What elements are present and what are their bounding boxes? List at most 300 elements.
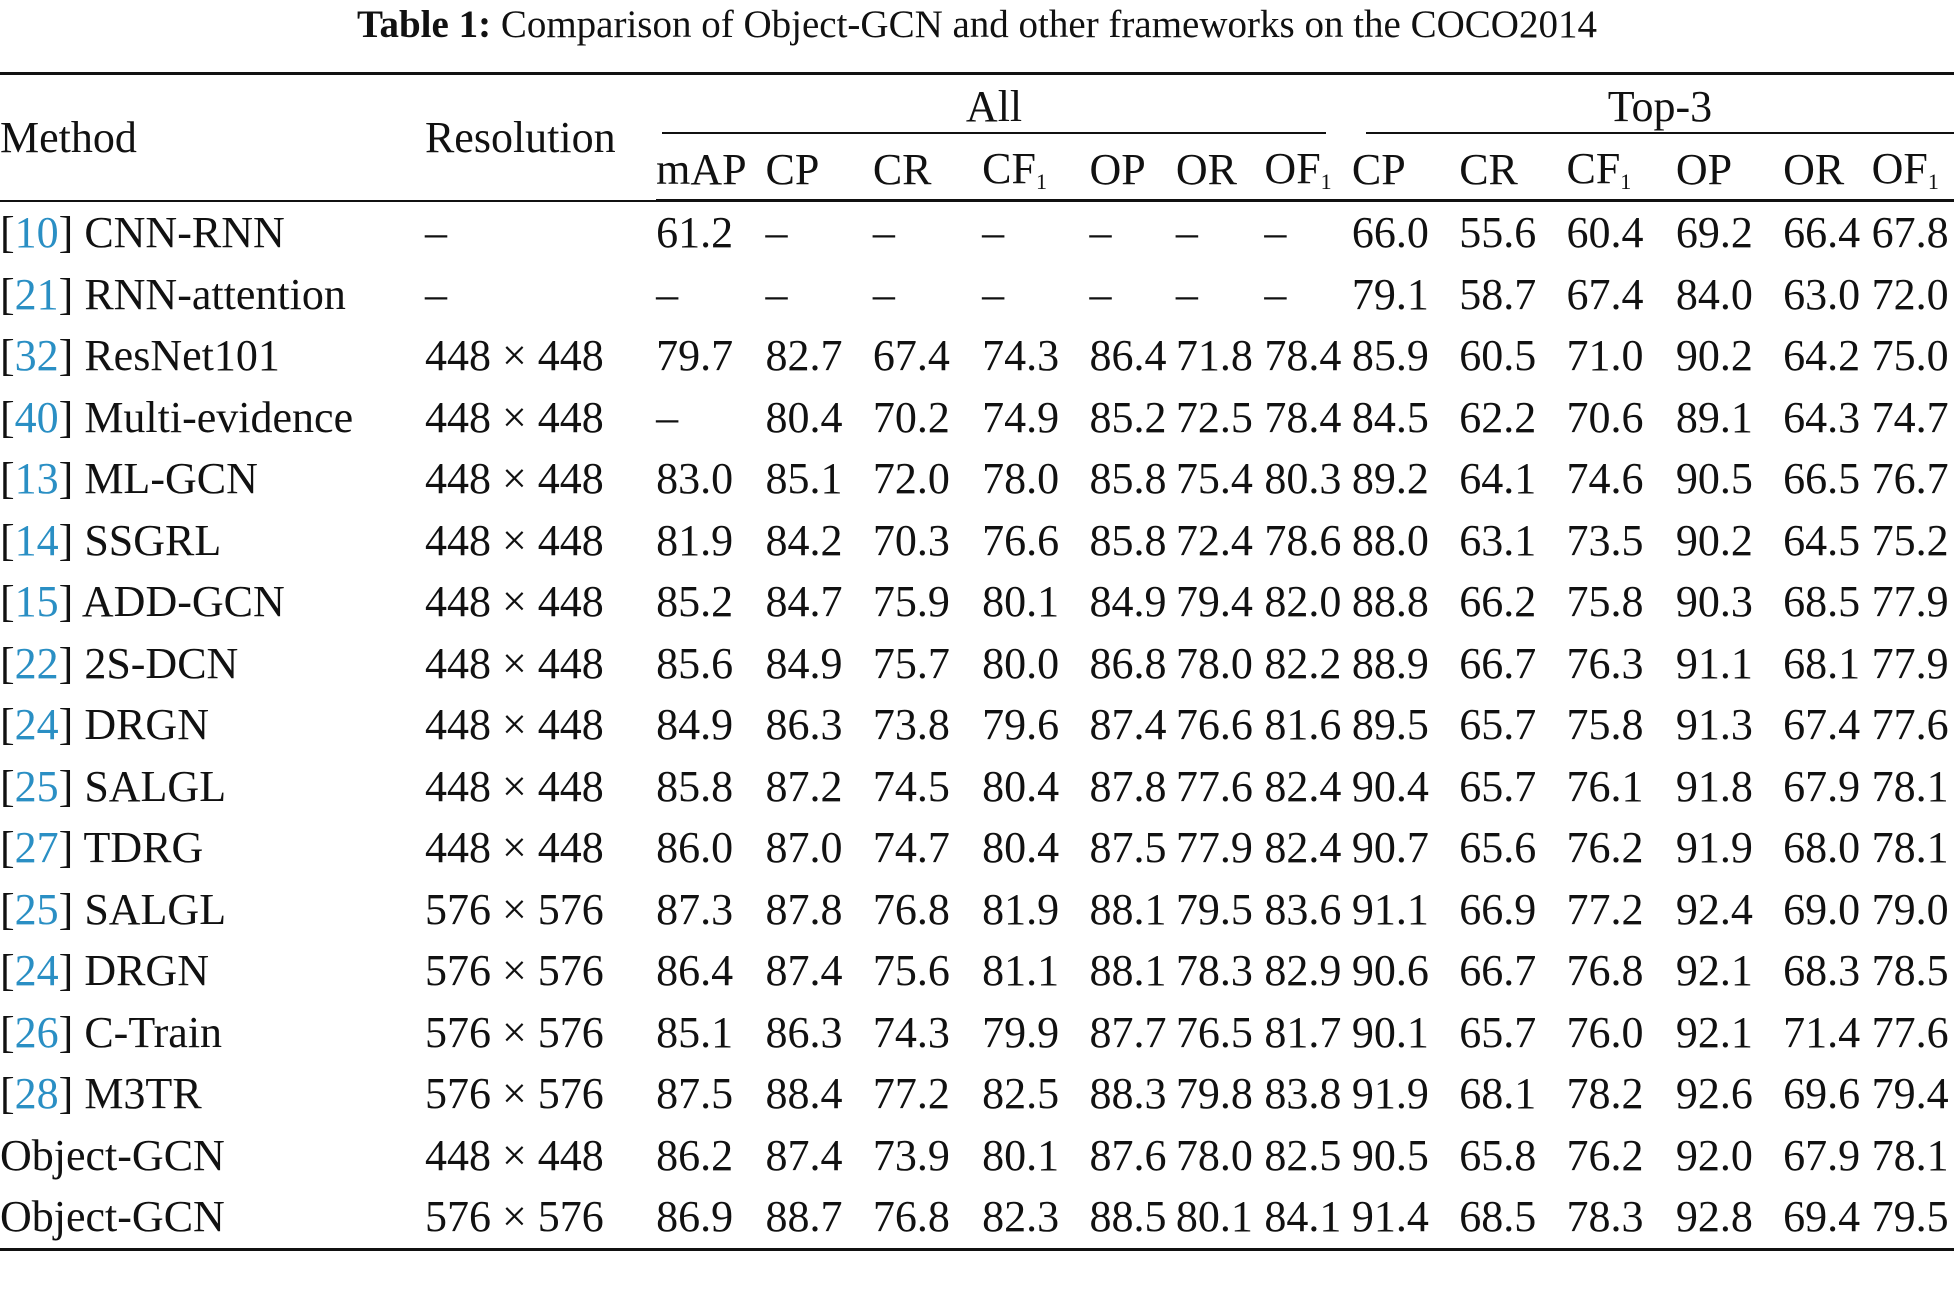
metric-label: OF (1264, 144, 1321, 193)
table-row (0, 264, 1954, 326)
value-cell: 88.8 (1351, 577, 1429, 627)
value-cell: 68.5 (1783, 577, 1861, 627)
value-cell: 81.9 (656, 515, 734, 565)
value-cell: 58.7 (1459, 269, 1537, 319)
value-cell: 78.4 (1264, 331, 1342, 381)
metric-header-cf (982, 139, 1089, 201)
value-cell: 68.1 (1783, 638, 1861, 688)
value-cell: 80.4 (982, 761, 1060, 811)
value-cell: 69.2 (1676, 201, 1783, 264)
method-cell: [28] M3TR (0, 1069, 202, 1119)
value-cell: 75.0 (1871, 331, 1949, 381)
value-cell: 92.4 (1675, 884, 1753, 934)
value-cell: 76.2 (1566, 823, 1644, 873)
value-cell: 83.0 (656, 454, 734, 504)
value-cell: 87.4 (765, 1130, 843, 1180)
value-cell: 83.8 (1264, 1069, 1342, 1119)
metric-subscript: 1 (1620, 169, 1632, 194)
method-name: C-Train (84, 1007, 223, 1057)
value-cell: 87.4 (765, 946, 843, 996)
table-row (0, 1186, 1954, 1249)
value-cell: 72.0 (1871, 269, 1949, 319)
value-cell: 91.8 (1675, 761, 1753, 811)
metric-subscript: 1 (1036, 169, 1047, 194)
metric-label: CP (765, 144, 820, 194)
value-cell: 79.4 (1175, 577, 1253, 627)
resolution-cell: – (425, 201, 656, 264)
value-cell: 67.8 (1872, 201, 1954, 264)
value-cell: 79.9 (982, 1007, 1060, 1057)
method-name: SALGL (84, 761, 227, 811)
table-row (0, 694, 1954, 756)
method-cell: [24] DRGN (0, 946, 209, 996)
value-cell: 76.8 (873, 1186, 982, 1249)
value-cell: – (1264, 269, 1287, 319)
value-cell: 85.1 (656, 1007, 734, 1057)
value-cell: 76.1 (1566, 761, 1644, 811)
table-row (0, 448, 1954, 510)
value-cell: 91.1 (1351, 884, 1429, 934)
citation-link[interactable]: 13 (14, 454, 59, 504)
value-cell: 74.5 (872, 761, 950, 811)
value-cell: 65.7 (1459, 1007, 1537, 1057)
value-cell: 86.9 (656, 1186, 765, 1249)
table-row (0, 940, 1954, 1002)
value-cell: 63.1 (1459, 515, 1537, 565)
value-cell: 81.9 (982, 884, 1060, 934)
value-cell: 80.4 (765, 392, 843, 442)
value-cell: – (656, 392, 679, 442)
citation-link[interactable]: 15 (14, 577, 59, 627)
value-cell: 79.0 (1871, 884, 1949, 934)
value-cell: 84.2 (765, 515, 843, 565)
value-cell: 88.5 (1089, 1186, 1175, 1249)
value-cell: 87.5 (656, 1069, 734, 1119)
value-cell: 73.5 (1566, 515, 1644, 565)
value-cell: 86.3 (765, 700, 843, 750)
value-cell: 68.3 (1783, 946, 1861, 996)
metric-header-or (1783, 139, 1872, 201)
value-cell: 79.4 (1871, 1069, 1949, 1119)
value-cell: 72.0 (872, 454, 950, 504)
value-cell: 64.2 (1783, 331, 1861, 381)
value-cell: 89.5 (1351, 700, 1429, 750)
method-name: 2S-DCN (84, 638, 239, 688)
value-cell: – (1089, 201, 1175, 264)
method-name: TDRG (83, 823, 204, 873)
value-cell: 85.2 (1089, 392, 1167, 442)
metric-label: CP (1351, 144, 1406, 194)
value-cell: 92.1 (1675, 946, 1753, 996)
citation-link[interactable]: 28 (14, 1069, 59, 1119)
resolution-cell: – (424, 269, 447, 319)
method-cell: [15] ADD-GCN (0, 577, 285, 627)
table-body (0, 201, 1954, 1250)
method-name: SALGL (84, 884, 227, 934)
value-cell: 86.2 (656, 1130, 734, 1180)
value-cell: 66.5 (1783, 454, 1861, 504)
value-cell: 76.6 (1175, 700, 1253, 750)
value-cell: 89.1 (1675, 392, 1753, 442)
value-cell: 74.7 (872, 823, 950, 873)
value-cell: 82.7 (765, 331, 843, 381)
method-name: ResNet101 (84, 331, 280, 381)
value-cell: 87.5 (1089, 823, 1167, 873)
metric-subscript: 1 (1927, 169, 1939, 194)
value-cell: 67.9 (1783, 1130, 1861, 1180)
value-cell: 82.5 (982, 1069, 1060, 1119)
value-cell: 66.7 (1459, 946, 1537, 996)
value-cell: 87.8 (1089, 761, 1167, 811)
value-cell: 61.2 (656, 201, 765, 264)
value-cell: 73.8 (872, 700, 950, 750)
method-name: Multi-evidence (84, 392, 354, 442)
value-cell: 84.9 (1089, 577, 1167, 627)
value-cell: 79.5 (1872, 1186, 1954, 1249)
value-cell: 78.0 (1175, 1130, 1253, 1180)
resolution-cell: 448 × 448 (424, 761, 604, 811)
value-cell: 82.4 (1264, 823, 1342, 873)
table-row (0, 879, 1954, 941)
value-cell: 81.1 (982, 946, 1060, 996)
value-cell: 60.4 (1566, 201, 1675, 264)
group-all-header: All (662, 81, 1326, 134)
citation-link[interactable]: 40 (14, 392, 59, 442)
table-row (0, 510, 1954, 572)
value-cell: 78.1 (1871, 761, 1949, 811)
method-cell: [21] RNN-attention (0, 269, 346, 319)
value-cell: 81.7 (1264, 1007, 1342, 1057)
value-cell: 74.3 (872, 1007, 950, 1057)
value-cell: 64.3 (1783, 392, 1861, 442)
method-cell: [22] 2S-DCN (0, 638, 239, 688)
method-cell: [25] SALGL (0, 884, 227, 934)
resolution-cell: 576 × 576 (424, 884, 604, 934)
value-cell: 87.4 (1089, 700, 1167, 750)
table-caption (0, 0, 1954, 50)
method-name: M3TR (84, 1069, 202, 1119)
value-cell: 77.6 (1871, 700, 1949, 750)
method-name: SSGRL (84, 515, 222, 565)
value-cell: 80.1 (982, 577, 1060, 627)
metric-label: OR (1783, 144, 1845, 194)
citation-link[interactable]: 32 (14, 331, 59, 381)
citation-link[interactable]: 26 (14, 1007, 59, 1057)
value-cell: 89.2 (1351, 454, 1429, 504)
value-cell: 90.2 (1675, 331, 1753, 381)
value-cell: 84.0 (1675, 269, 1753, 319)
value-cell: – (873, 201, 982, 264)
value-cell: 82.4 (1264, 761, 1342, 811)
table-row (0, 571, 1954, 633)
value-cell: 84.1 (1264, 1186, 1351, 1249)
value-cell: 79.7 (656, 331, 734, 381)
citation-link[interactable]: 25 (14, 884, 59, 934)
value-cell: – (765, 269, 788, 319)
metric-label: OP (1089, 144, 1146, 194)
value-cell: 69.0 (1783, 884, 1861, 934)
value-cell: 76.7 (1871, 454, 1949, 504)
metric-header-cr (873, 139, 982, 201)
method-cell: [27] TDRG (0, 823, 204, 873)
value-cell: 78.1 (1871, 823, 1949, 873)
value-cell: 85.2 (656, 577, 734, 627)
resolution-cell: 448 × 448 (424, 331, 604, 381)
method-name: ADD-GCN (81, 577, 285, 627)
value-cell: 78.0 (982, 454, 1060, 504)
resolution-cell: 448 × 448 (424, 454, 604, 504)
value-cell: 90.6 (1351, 946, 1429, 996)
value-cell: 85.6 (656, 638, 734, 688)
value-cell: 88.4 (765, 1069, 843, 1119)
value-cell: 73.9 (872, 1130, 950, 1180)
value-cell: 88.7 (766, 1186, 873, 1249)
value-cell: 90.1 (1351, 1007, 1429, 1057)
metric-label: mAP (656, 144, 747, 194)
value-cell: 77.2 (872, 1069, 950, 1119)
method-name: DRGN (84, 700, 209, 750)
value-cell: 91.4 (1352, 1186, 1459, 1249)
value-cell: 76.6 (982, 515, 1060, 565)
metric-header-or (1176, 139, 1265, 201)
method-cell: [14] SSGRL (0, 515, 222, 565)
table-row (0, 633, 1954, 695)
value-cell: 90.3 (1675, 577, 1753, 627)
value-cell: 77.2 (1566, 884, 1644, 934)
resolution-cell: 448 × 448 (424, 577, 604, 627)
value-cell: 66.4 (1783, 201, 1872, 264)
value-cell: 85.9 (1351, 331, 1429, 381)
method-cell: [40] Multi-evidence (0, 392, 354, 442)
value-cell: 67.9 (1783, 761, 1861, 811)
value-cell: 70.6 (1566, 392, 1644, 442)
value-cell: 71.8 (1175, 331, 1253, 381)
value-cell: 78.3 (1566, 1186, 1675, 1249)
value-cell: 84.5 (1351, 392, 1429, 442)
value-cell: 90.5 (1675, 454, 1753, 504)
metric-header-of (1872, 139, 1954, 201)
value-cell: 82.0 (1264, 577, 1342, 627)
value-cell: 92.1 (1675, 1007, 1753, 1057)
caption-label: Table 1: (357, 3, 492, 46)
value-cell: 79.6 (982, 700, 1060, 750)
method-name: Object-GCN (0, 1192, 225, 1242)
value-cell: 72.5 (1175, 392, 1253, 442)
value-cell: 62.2 (1459, 392, 1537, 442)
group-top3-header: Top-3 (1366, 81, 1954, 134)
value-cell: 80.4 (982, 823, 1060, 873)
value-cell: 77.9 (1175, 823, 1253, 873)
method-name: DRGN (84, 946, 209, 996)
citation-link[interactable]: 24 (14, 700, 59, 750)
table-row (0, 1002, 1954, 1064)
resolution-cell: 448 × 448 (424, 392, 604, 442)
value-cell: 75.7 (872, 638, 950, 688)
value-cell: 90.2 (1675, 515, 1753, 565)
value-cell: 74.9 (982, 392, 1060, 442)
value-cell: – (1089, 269, 1112, 319)
value-cell: 87.0 (765, 823, 843, 873)
value-cell: 74.3 (982, 331, 1060, 381)
method-name: RNN-attention (84, 269, 346, 319)
value-cell: 83.6 (1264, 884, 1342, 934)
value-cell: 75.8 (1566, 700, 1644, 750)
value-cell: 86.4 (656, 946, 734, 996)
value-cell: 82.5 (1264, 1130, 1342, 1180)
value-cell: 90.5 (1351, 1130, 1429, 1180)
resolution-cell: 576 × 576 (424, 946, 604, 996)
value-cell: 74.7 (1871, 392, 1949, 442)
value-cell: 84.9 (765, 638, 843, 688)
value-cell: 92.0 (1675, 1130, 1753, 1180)
value-cell: 81.6 (1264, 700, 1342, 750)
value-cell: 63.0 (1783, 269, 1861, 319)
value-cell: – (1176, 201, 1265, 264)
value-cell: 76.0 (1566, 1007, 1644, 1057)
citation-link[interactable]: 25 (14, 761, 59, 811)
citation-link[interactable]: 27 (14, 823, 59, 873)
metric-header-cp (766, 139, 873, 201)
value-cell: 66.2 (1459, 577, 1537, 627)
value-cell: 77.6 (1175, 761, 1253, 811)
value-cell: 78.0 (1175, 638, 1253, 688)
resolution-cell: 576 × 576 (424, 1069, 604, 1119)
value-cell: 90.7 (1351, 823, 1429, 873)
method-cell: [32] ResNet101 (0, 331, 280, 381)
value-cell: 78.3 (1175, 946, 1253, 996)
metric-label: OF (1871, 144, 1928, 193)
value-cell: 76.8 (1566, 946, 1644, 996)
value-cell: 68.1 (1459, 1069, 1537, 1119)
value-cell: 86.8 (1089, 638, 1167, 688)
value-cell: 75.8 (1566, 577, 1644, 627)
method-name: ML-GCN (84, 454, 258, 504)
results-table (0, 72, 1954, 1251)
citation-link[interactable]: 22 (14, 638, 59, 688)
method-header: Method (0, 74, 425, 201)
value-cell: 80.3 (1264, 454, 1342, 504)
value-cell: 65.6 (1459, 823, 1537, 873)
value-cell: 80.0 (982, 638, 1060, 688)
value-cell: 92.6 (1675, 1069, 1753, 1119)
value-cell: 85.8 (656, 761, 734, 811)
method-name: Object-GCN (0, 1130, 225, 1180)
metric-label: CF (1566, 144, 1621, 193)
value-cell: 87.7 (1089, 1007, 1167, 1057)
value-cell: 67.4 (1783, 700, 1861, 750)
value-cell: – (982, 201, 1089, 264)
caption-text: Comparison of Object-GCN and other frameworks on the COCO2014 (500, 3, 1597, 46)
value-cell: 77.9 (1871, 638, 1949, 688)
value-cell: – (1175, 269, 1198, 319)
value-cell: 74.6 (1566, 454, 1644, 504)
resolution-cell: 448 × 448 (424, 1130, 604, 1180)
value-cell: 78.5 (1871, 946, 1949, 996)
value-cell: 75.2 (1871, 515, 1949, 565)
value-cell: 64.1 (1459, 454, 1537, 504)
value-cell: 64.5 (1783, 515, 1861, 565)
metric-label: OR (1175, 144, 1238, 194)
value-cell: 91.3 (1675, 700, 1753, 750)
value-cell: 88.3 (1089, 1069, 1167, 1119)
value-cell: 65.7 (1459, 700, 1537, 750)
value-cell: 78.1 (1871, 1130, 1949, 1180)
resolution-cell: 448 × 448 (424, 638, 604, 688)
method-cell: [10] CNN-RNN (0, 201, 425, 264)
metric-label: OP (1675, 144, 1733, 194)
citation-link[interactable]: 14 (14, 515, 59, 565)
value-cell: 82.2 (1264, 638, 1342, 688)
table-row (0, 756, 1954, 818)
method-name: CNN-RNN (84, 208, 285, 257)
value-cell: 87.8 (765, 884, 843, 934)
value-cell: 69.4 (1783, 1186, 1872, 1249)
value-cell: – (766, 201, 873, 264)
value-cell: 65.8 (1459, 1130, 1537, 1180)
value-cell: 80.1 (982, 1130, 1060, 1180)
value-cell: 55.6 (1459, 201, 1566, 264)
resolution-header: Resolution (425, 74, 656, 201)
method-cell: [26] C-Train (0, 1007, 223, 1057)
resolution-cell: 576 × 576 (425, 1186, 656, 1249)
value-cell: 80.1 (1176, 1186, 1265, 1249)
value-cell: 85.8 (1089, 454, 1167, 504)
table-row (0, 1063, 1954, 1125)
resolution-cell: 448 × 448 (424, 823, 604, 873)
value-cell: 82.3 (982, 1186, 1089, 1249)
value-cell: 87.3 (656, 884, 734, 934)
value-cell: 69.6 (1783, 1069, 1861, 1119)
metric-header-of (1264, 139, 1351, 201)
value-cell: 66.7 (1459, 638, 1537, 688)
citation-link[interactable]: 21 (14, 269, 59, 319)
value-cell: 79.1 (1351, 269, 1429, 319)
metric-header-map (656, 139, 765, 201)
value-cell: 82.9 (1264, 946, 1342, 996)
value-cell: 71.0 (1566, 331, 1644, 381)
value-cell: 78.2 (1566, 1069, 1644, 1119)
value-cell: 91.9 (1351, 1069, 1429, 1119)
value-cell: 77.6 (1871, 1007, 1949, 1057)
value-cell: 86.0 (656, 823, 734, 873)
value-cell: 76.3 (1566, 638, 1644, 688)
value-cell: – (982, 269, 1005, 319)
resolution-cell: 448 × 448 (424, 515, 604, 565)
value-cell: 68.0 (1783, 823, 1861, 873)
value-cell: 88.0 (1351, 515, 1429, 565)
table-row (0, 1125, 1954, 1187)
value-cell: 85.8 (1089, 515, 1167, 565)
citation-link[interactable]: 10 (14, 208, 59, 257)
citation-link[interactable]: 24 (14, 946, 59, 996)
value-cell: 75.9 (872, 577, 950, 627)
value-cell: – (656, 269, 679, 319)
value-cell: 66.0 (1352, 201, 1459, 264)
metric-label: CR (872, 144, 932, 194)
value-cell: 84.9 (656, 700, 734, 750)
value-cell: 75.4 (1175, 454, 1253, 504)
value-cell: 91.9 (1675, 823, 1753, 873)
metric-subscript: 1 (1320, 169, 1332, 194)
value-cell: 68.5 (1459, 1186, 1566, 1249)
value-cell: 88.1 (1089, 884, 1167, 934)
metric-label: CR (1459, 144, 1518, 194)
table-row (0, 387, 1954, 449)
method-cell (0, 1186, 425, 1249)
value-cell: 90.4 (1351, 761, 1429, 811)
value-cell: 76.2 (1566, 1130, 1644, 1180)
value-cell: 88.9 (1351, 638, 1429, 688)
